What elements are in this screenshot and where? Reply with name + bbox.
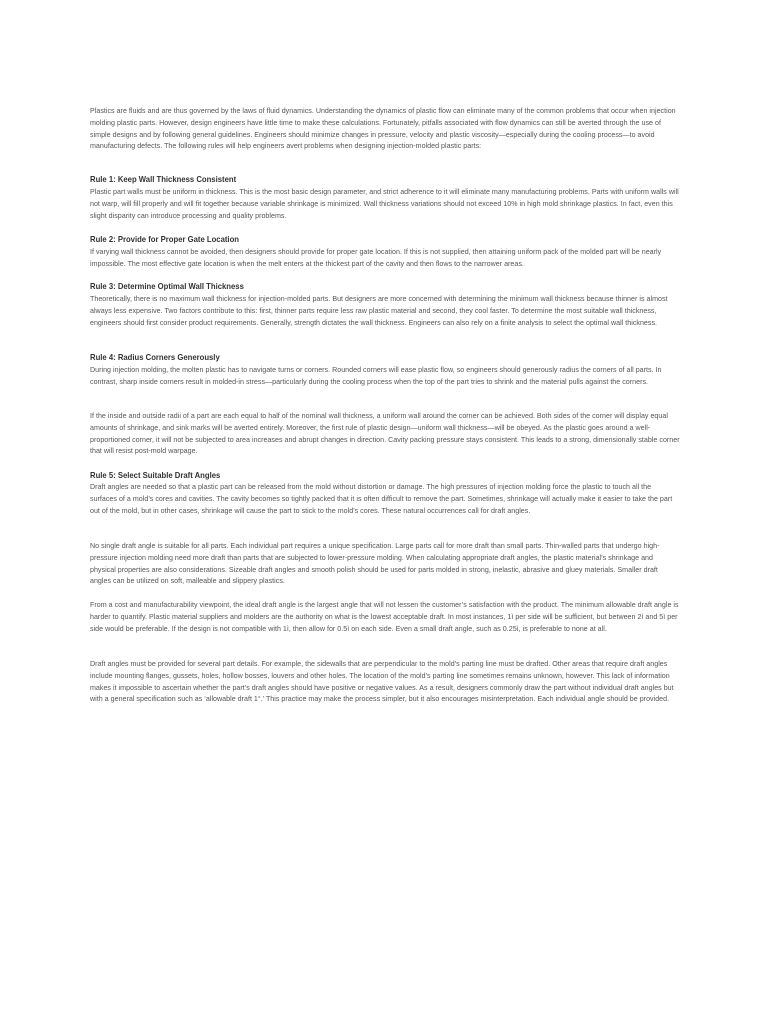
rule-4-paragraph-1: During injection molding, the molten plastic has to navigate turns or corners. Rounded corners will ease plastic flow, so engineers should generously radius the corners of all parts. In contrast, sharp inside corners result in molded-in stress—particularly during the cooling process when the top of the part tries to shrink and the material pulls against the corners. (90, 366, 662, 386)
rule-5-paragraph-4: Draft angles must be provided for several part details. For example, the sidewalls that are perpendicular to the mold’s parting line must be drafted. Other areas that require draft angles include mounting flanges, gussets, holes, hollow bosses, louvers and other holes. The location of the mold’s parting line sometimes remains unknown, however. This lack of information makes it impossible to ascertain whether the part’s draft angles should have positive or negative values. As a result, designers commonly draw the part without individual draft angles but with a general specification such as ‘allowable draft 1°.’ This practice may make the process simpler, but it also encourages misinterpretation. Each individual angle should be provided. (90, 660, 674, 704)
rule-3-heading: Rule 3: Determine Optimal Wall Thickness (90, 281, 244, 291)
rule-2-paragraph: If varying wall thickness cannot be avoided, then designers should provide for proper gate location. If this is not supplied, then attaining uniform pack of the molded part will be nearly impossible. The most effective gate location is when the melt enters at the thickest part of the cavity and then flows to the narrower areas. (90, 248, 662, 268)
rule-4-paragraph-2: If the inside and outside radii of a part are each equal to half of the nominal wall thickness, a uniform wall around the corner can be achieved. Both sides of the corner will display equal amounts of shrinkage, and sink marks will be averted entirely. Moreover, the first rule of plastic design—uniform wall thickness—will be obeyed. As the plastic goes around a well-proportioned corner, it will not be subjected to area increases and abrupt changes in direction. Cavity packing pressure stays consistent. This leads to a strong, dimensionally stable corner that will resist post-mold warpage. (90, 412, 680, 456)
rule-5-heading: Rule 5: Select Suitable Draft Angles (90, 470, 221, 480)
rule-5-paragraph-3: From a cost and manufacturability viewpoint, the ideal draft angle is the largest angle that will not lessen the customer’s satisfaction with the product. The minimum allowable draft angle is harder to quantify. Plastic material suppliers and molders are the authority on what is the lowest acceptable draft. In most instances, 1ì per side will be sufficient, but between 2ì and 5ì per side would be preferable. If the design is not compatible with 1ì, then allow for 0.5ì on each side. Even a small draft angle, such as 0.25ì, is preferable to none at all. (90, 601, 679, 633)
rule-1-heading: Rule 1: Keep Wall Thickness Consistent (90, 174, 237, 184)
rule-2-heading: Rule 2: Provide for Proper Gate Location (90, 234, 239, 244)
rule-5-paragraph-2: No single draft angle is suitable for all parts. Each individual part requires a unique specification. Large parts call for more draft than small parts. Thin-walled parts that undergo high-pressure injection molding need more draft than parts that are subjected to lower-pressure molding. When calculating appropriate draft angles, the plastic material’s shrinkage and physical properties are also considerations. Sizeable draft angles and smooth polish should be used for parts molded in strong, inelastic, abrasive and gluey materials. Smaller draft angles can be utilized on soft, malleable and slippery plastics. (90, 542, 660, 586)
rule-5-paragraph-1: Draft angles are needed so that a plastic part can be released from the mold without distortion or damage. The high pressures of injection molding force the plastic to touch all the surfaces of a mold’s cores and cavities. The cavity becomes so tightly packed that it is often difficult to remove the part. Sometimes, shrinkage will actually make it easier to take the part out of the mold, but in other cases, shrinkage will cause the part to stick to the mold’s cores. These natural occurrences call for draft angles. (90, 483, 673, 515)
rule-4-heading: Rule 4: Radius Corners Generously (90, 352, 220, 362)
rule-3-paragraph: Theoretically, there is no maximum wall thickness for injection-molded parts. But designers are more concerned with determining the minimum wall thickness because thinner is almost always less expensive. Two factors contribute to this: first, thinner parts require less raw plastic material and second, they cool faster. To determine the most suitable wall thickness, engineers should first consider product requirements. Generally, strength dictates the wall thickness. Engineers can also rely on a finite analysis to select the optimal wall thickness. (90, 295, 668, 327)
intro-paragraph: Plastics are fluids and are thus governed by the laws of fluid dynamics. Understanding the dynamics of plastic flow can eliminate many of the common problems that occur when injection molding plastic parts. However, design engineers have little time to make these calculations. Fortunately, pitfalls associated with flow dynamics can still be averted through the use of simple designs and by following general guidelines. Engineers should minimize changes in pressure, velocity and plastic viscosity—especially during the cooling process—to avoid manufacturing defects. The following rules will help engineers avert problems when designing injection-molded plastic parts: (90, 107, 676, 151)
rule-1-paragraph: Plastic part walls must be uniform in thickness. This is the most basic design parameter, and strict adherence to it will eliminate many manufacturing problems. Parts with uniform walls will not warp, will fill properly and will fit together because variable shrinkage is minimized. Wall thickness variations should not exceed 10% in high mold shrinkage plastics. In fact, even this slight disparity can introduce processing and quality problems. (90, 188, 679, 220)
